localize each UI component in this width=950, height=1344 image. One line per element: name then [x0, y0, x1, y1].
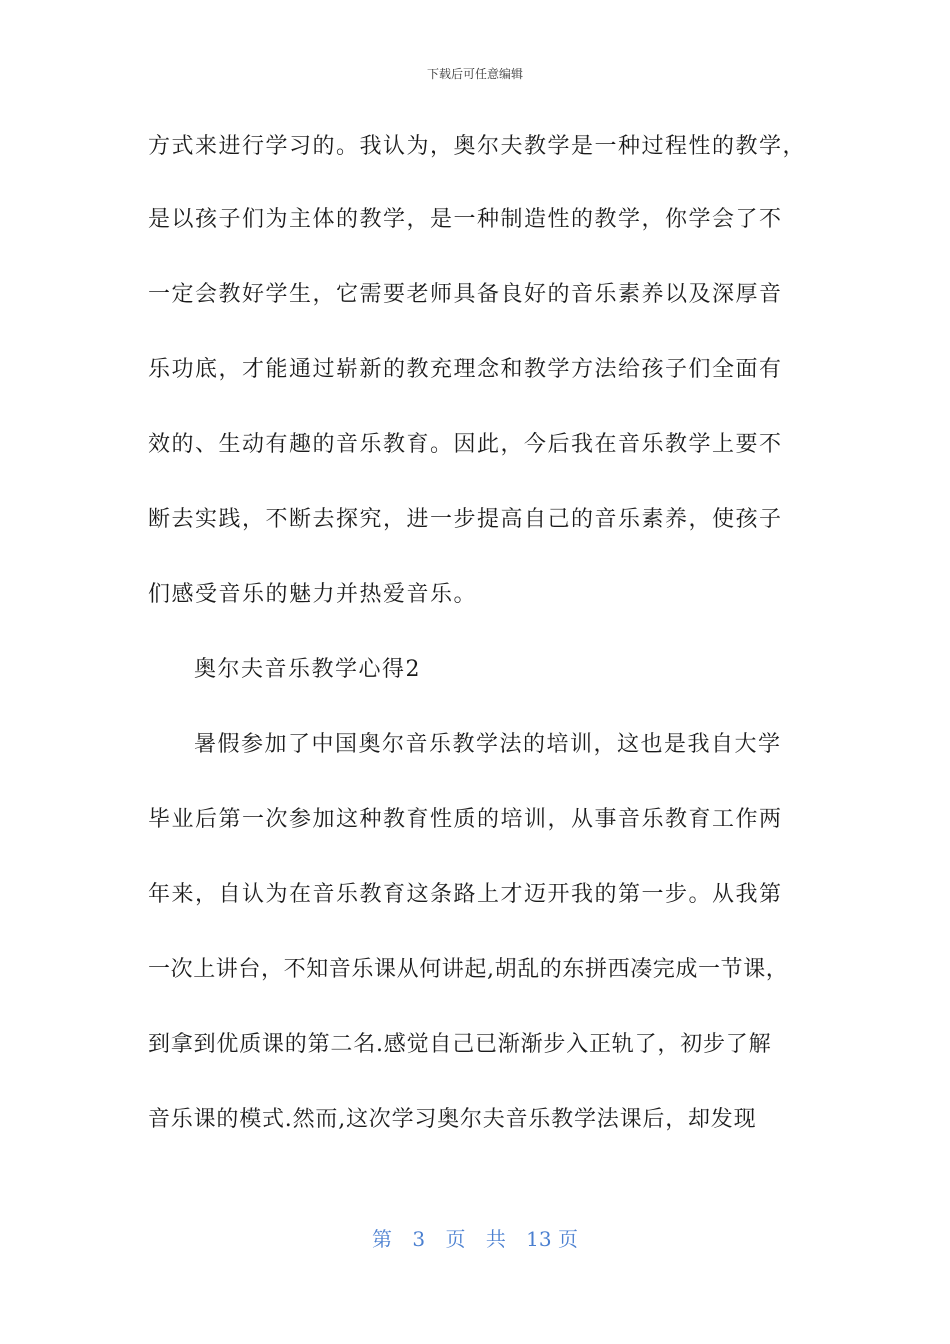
- text-line: 一定会教好学生，它需要老师具备良好的音乐素养以及深厚音: [148, 282, 783, 307]
- text-line: 乐功底，才能通过崭新的教充理念和教学方法给孩子们全面有: [148, 357, 783, 382]
- text-line: 方式来进行学习的。我认为，奥尔夫教学是一种过程性的教学，: [148, 134, 807, 159]
- text-line: 是以孩子们为主体的教学，是一种制造性的教学，你学会了不: [148, 207, 783, 232]
- page-footer: [0, 1226, 950, 1252]
- text-line: 效的、生动有趣的音乐教育。因此，今后我在音乐教学上要不: [148, 432, 783, 457]
- page-header: 下载后可任意编辑: [426, 67, 523, 81]
- text-line: 毕业后第一次参加这种教育性质的培训，从事音乐教育工作两: [148, 807, 783, 832]
- section-heading: 奥尔夫音乐教学心得2: [194, 657, 421, 682]
- total-page-count: 13: [526, 1227, 552, 1251]
- footer-page-word: 页: [445, 1227, 466, 1251]
- text-line: 音乐课的模式.然而,这次学习奥尔夫音乐教学法课后，却发现: [148, 1107, 757, 1132]
- footer-total-word: 共: [485, 1227, 506, 1251]
- text-line: 断去实践，不断去探究，进一步提高自己的音乐素养，使孩子: [148, 507, 783, 532]
- current-page-number: 3: [412, 1227, 426, 1251]
- footer-suffix: 页: [557, 1227, 578, 1251]
- text-line: 年来，自认为在音乐教育这条路上才迈开我的第一步。从我第: [148, 882, 783, 907]
- text-line: 到拿到优质课的第二名.感觉自己已渐渐步入正轨了，初步了解: [148, 1032, 772, 1057]
- text-line: 暑假参加了中国奥尔音乐教学法的培训，这也是我自大学: [194, 732, 782, 757]
- text-line: 们感受音乐的魅力并热爱音乐。: [148, 582, 478, 607]
- footer-prefix: 第: [372, 1227, 392, 1251]
- text-line: 一次上讲台，不知音乐课从何讲起,胡乱的东拼西凑完成一节课，: [148, 957, 789, 982]
